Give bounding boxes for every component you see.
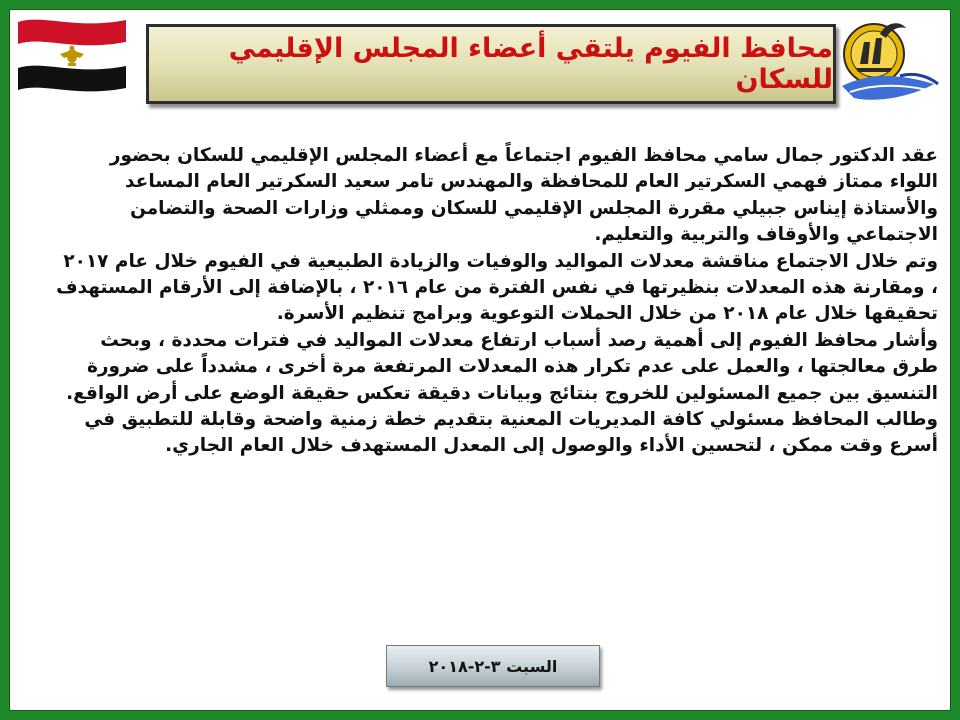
page-title: محافظ الفيوم يلتقي أعضاء المجلس الإقليمي للسكان bbox=[228, 33, 833, 95]
article-body bbox=[56, 143, 938, 460]
date-badge bbox=[386, 645, 600, 687]
headline-banner bbox=[146, 24, 836, 104]
article-paragraph: وتم خلال الاجتماع مناقشة معدلات المواليد والوفيات والزيادة الطبيعية في الفيوم خلال عام ٢٠١٧ ، ومقارنة هذه المعدلات بنظيرتها في نفس الفترة من عام ٢٠١٦ ، بالإضافة إلى الأرقام المستهدف تحقيقها خلال عام ٢٠١٨ من خلال الحملات التوعوية وبرامج تنظيم الأسرة. bbox=[56, 250, 938, 325]
egypt-flag-icon bbox=[14, 14, 130, 94]
fayoum-governorate-logo bbox=[830, 12, 942, 110]
article-paragraph: وطالب المحافظ مسئولي كافة المديريات المعنية بتقديم خطة زمنية واضحة وقابلة للتطبيق في أسرع وقت ممكن ، لتحسين الأداء والوصول إلى المعدل المستهدف خلال العام الجاري. bbox=[84, 409, 938, 457]
date-label: السبت ٣-٢-٢٠١٨ bbox=[428, 656, 558, 676]
article-paragraph: وأشار محافظ الفيوم إلى أهمية رصد أسباب ارتفاع معدلات المواليد في فترات محددة ، وبحث طرق معالجتها ، والعمل على عدم تكرار هذه المعدلات المرتفعة مرة أخرى ، مشدداً على ضرورة التنسيق بين جميع المسئولين للخروج بنتائج وبيانات دقيقة تعكس حقيقة الوضع على أرض الواقع. bbox=[66, 329, 938, 404]
article-paragraph: عقد الدكتور جمال سامي محافظ الفيوم اجتماعاً مع أعضاء المجلس الإقليمي للسكان بحضور اللواء ممتاز فهمي السكرتير العام للمحافظة والمهندس تامر سعيد السكرتير العام المساعد والأستاذة إيناس جبيلي مقررة المجلس الإقليمي للسكان وممثلي وزارات الصحة والتضامن الاجتماعي والأوقاف والتربية والتعليم. bbox=[109, 145, 938, 246]
